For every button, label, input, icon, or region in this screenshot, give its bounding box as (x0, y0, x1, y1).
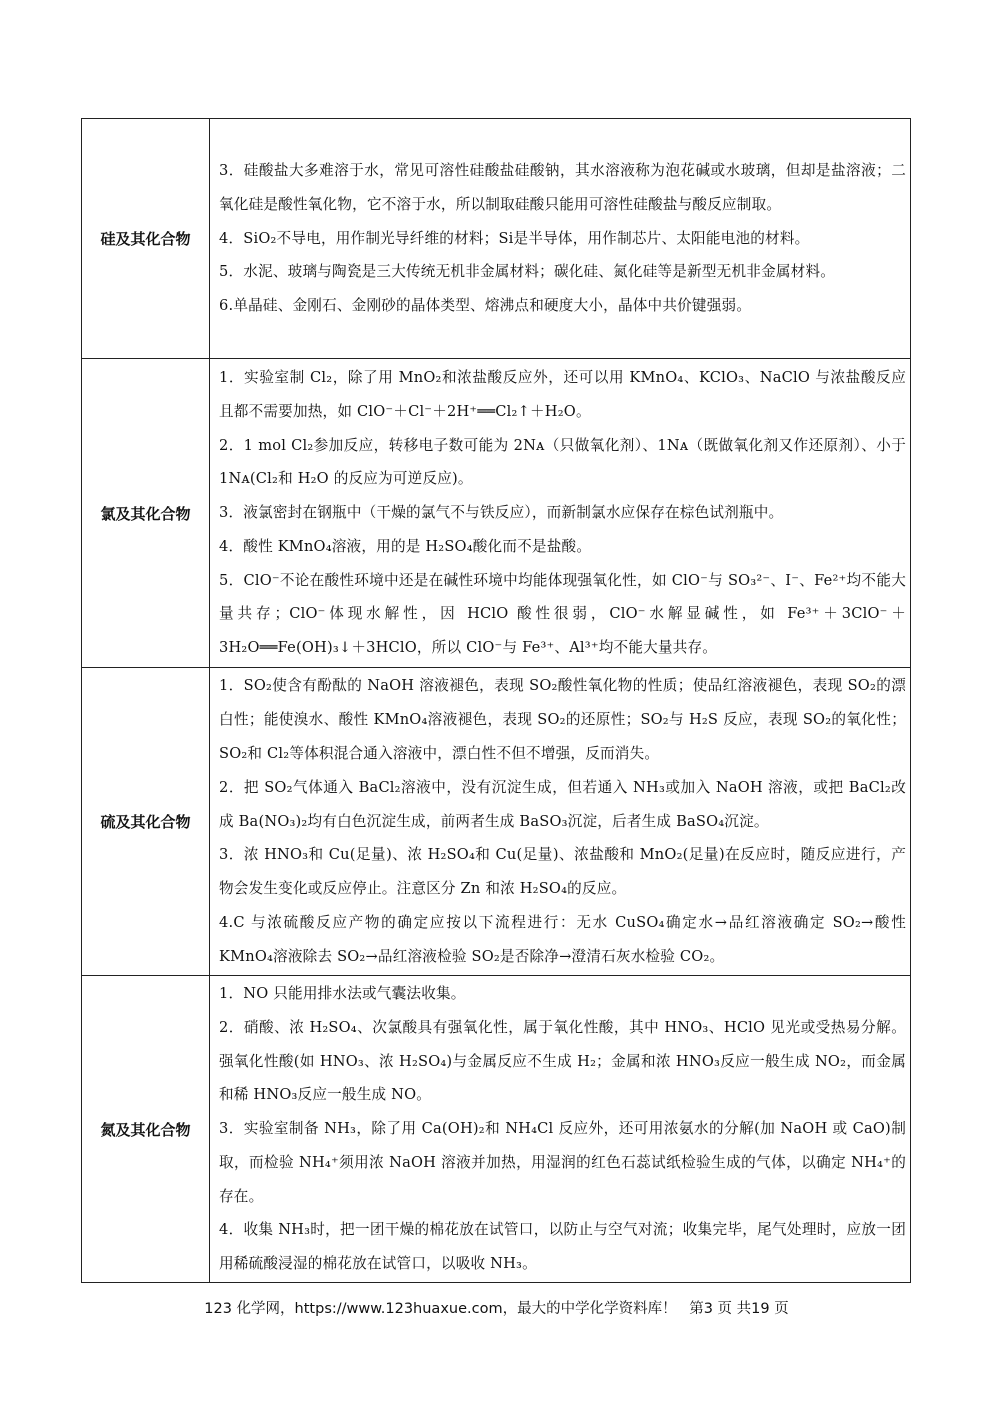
list-item: 4．酸性 KMnO₄溶液，用的是 H₂SO₄酸化而不是盐酸。 (219, 537, 592, 555)
category-cell: 硫及其化合物 (82, 668, 210, 976)
category-cell: 氮及其化合物 (82, 976, 210, 1283)
content-cell (210, 976, 911, 1283)
list-item: 3．实验室制备 NH₃，除了用 Ca(OH)₂和 NH₄Cl 反应外，还可用浓氨水的分解(加 NaOH 或 CaO)制取，而检验 NH₄⁺须用浓 NaOH 溶液并加热，用湿润的红色石蕊试纸检验生成的气体，以确定 NH₄⁺的存在。 (219, 1120, 906, 1205)
table-row (82, 119, 911, 359)
list-item: 1．NO 只能用排水法或气囊法收集。 (219, 984, 466, 1002)
list-item: 2．把 SO₂气体通入 BaCl₂溶液中，没有沉淀生成，但若通入 NH₃或加入 NaOH 溶液，或把 BaCl₂改成 Ba(NO₃)₂均有白色沉淀生成，前两者生成 BaSO₃沉淀，后者生成 BaSO₄沉淀。 (219, 778, 906, 830)
content-cell (210, 359, 911, 668)
page-number: 第3 页 共19 页 (689, 1301, 789, 1317)
knowledge-table (81, 118, 911, 1283)
list-item: 2．硝酸、浓 H₂SO₄、次氯酸具有强氧化性，属于氧化性酸，其中 HNO₃、HClO 见光或受热易分解。强氧化性酸(如 HNO₃、浓 H₂SO₄)与金属反应不生成 H₂；金属和浓 HNO₃反应一般生成 NO₂，而金属和稀 HNO₃反应一般生成 NO。 (219, 1018, 906, 1104)
list-item: 5．ClO⁻不论在酸性环境中还是在碱性环境中均能体现强氧化性，如 ClO⁻与 SO₃²⁻、I⁻、Fe²⁺均不能大量共存；ClO⁻体现水解性，因 HClO 酸性很弱，ClO⁻水解显碱性，如 Fe³⁺＋3ClO⁻＋3H₂O══Fe(OH)₃↓＋3HClO，所以 ClO⁻与 Fe³⁺、Al³⁺均不能大量共存。 (219, 571, 906, 657)
page-footer (0, 1297, 993, 1318)
list-item: 2．1 mol Cl₂参加反应，转移电子数可能为 2Nᴀ（只做氧化剂）、1Nᴀ（既做氧化剂又作还原剂）、小于 1Nᴀ(Cl₂和 H₂O 的反应为可逆反应)。 (219, 436, 906, 488)
content-cell (210, 668, 911, 976)
category-cell: 氯及其化合物 (82, 359, 210, 668)
list-item: 3．液氯密封在钢瓶中（干燥的氯气不与铁反应），而新制氯水应保存在棕色试剂瓶中。 (219, 504, 784, 522)
list-item: 1．实验室制 Cl₂，除了用 MnO₂和浓盐酸反应外，还可以用 KMnO₄、KClO₃、NaClO 与浓盐酸反应且都不需要加热，如 ClO⁻＋Cl⁻＋2H⁺══Cl₂↑＋H₂O。 (219, 368, 906, 420)
content-cell (210, 119, 911, 359)
list-item: 4．收集 NH₃时，把一团干燥的棉花放在试管口，以防止与空气对流；收集完毕，尾气处理时，应放一团用稀硫酸浸湿的棉花放在试管口，以吸收 NH₃。 (219, 1221, 906, 1273)
list-item: 5．水泥、玻璃与陶瓷是三大传统无机非金属材料；碳化硅、氮化硅等是新型无机非金属材料。 (219, 263, 836, 281)
footer-site-text: 123 化学网，https://www.123huaxue.com，最大的中学化学资料库！ (204, 1301, 677, 1317)
list-item: 3．浓 HNO₃和 Cu(足量)、浓 H₂SO₄和 Cu(足量)、浓盐酸和 MnO₂(足量)在反应时，随反应进行，产物会发生变化或反应停止。注意区分 Zn 和浓 H₂SO₄的反应。 (219, 846, 906, 898)
category-cell: 硅及其化合物 (82, 119, 210, 359)
table-row (82, 359, 911, 668)
list-item: 4．SiO₂不导电，用作制光导纤维的材料；Si是半导体，用作制芯片、太阳能电池的材料。 (219, 229, 810, 247)
table-row (82, 668, 911, 976)
list-item: 1．SO₂使含有酚酞的 NaOH 溶液褪色，表现 SO₂酸性氧化物的性质；使品红溶液褪色，表现 SO₂的漂白性；能使溴水、酸性 KMnO₄溶液褪色，表现 SO₂的还原性；SO₂与 H₂S 反应，表现 SO₂的氧化性；SO₂和 Cl₂等体积混合通入溶液中，漂白性不但不增强，反而消失。 (219, 677, 906, 762)
list-item: 3．硅酸盐大多难溶于水，常见可溶性硅酸盐硅酸钠，其水溶液称为泡花碱或水玻璃，但却是盐溶液；二氧化硅是酸性氧化物，它不溶于水，所以制取硅酸只能用可溶性硅酸盐与酸反应制取。 (219, 162, 906, 213)
table-row (82, 976, 911, 1283)
list-item: 6.单晶硅、金刚石、金刚砂的晶体类型、熔沸点和硬度大小，晶体中共价键强弱。 (219, 297, 752, 315)
list-item: 4.C 与浓硫酸反应产物的确定应按以下流程进行：无水 CuSO₄确定水→品红溶液确定 SO₂→酸性 KMnO₄溶液除去 SO₂→品红溶液检验 SO₂是否除净→澄清石灰水检验 CO₂。 (219, 913, 906, 965)
